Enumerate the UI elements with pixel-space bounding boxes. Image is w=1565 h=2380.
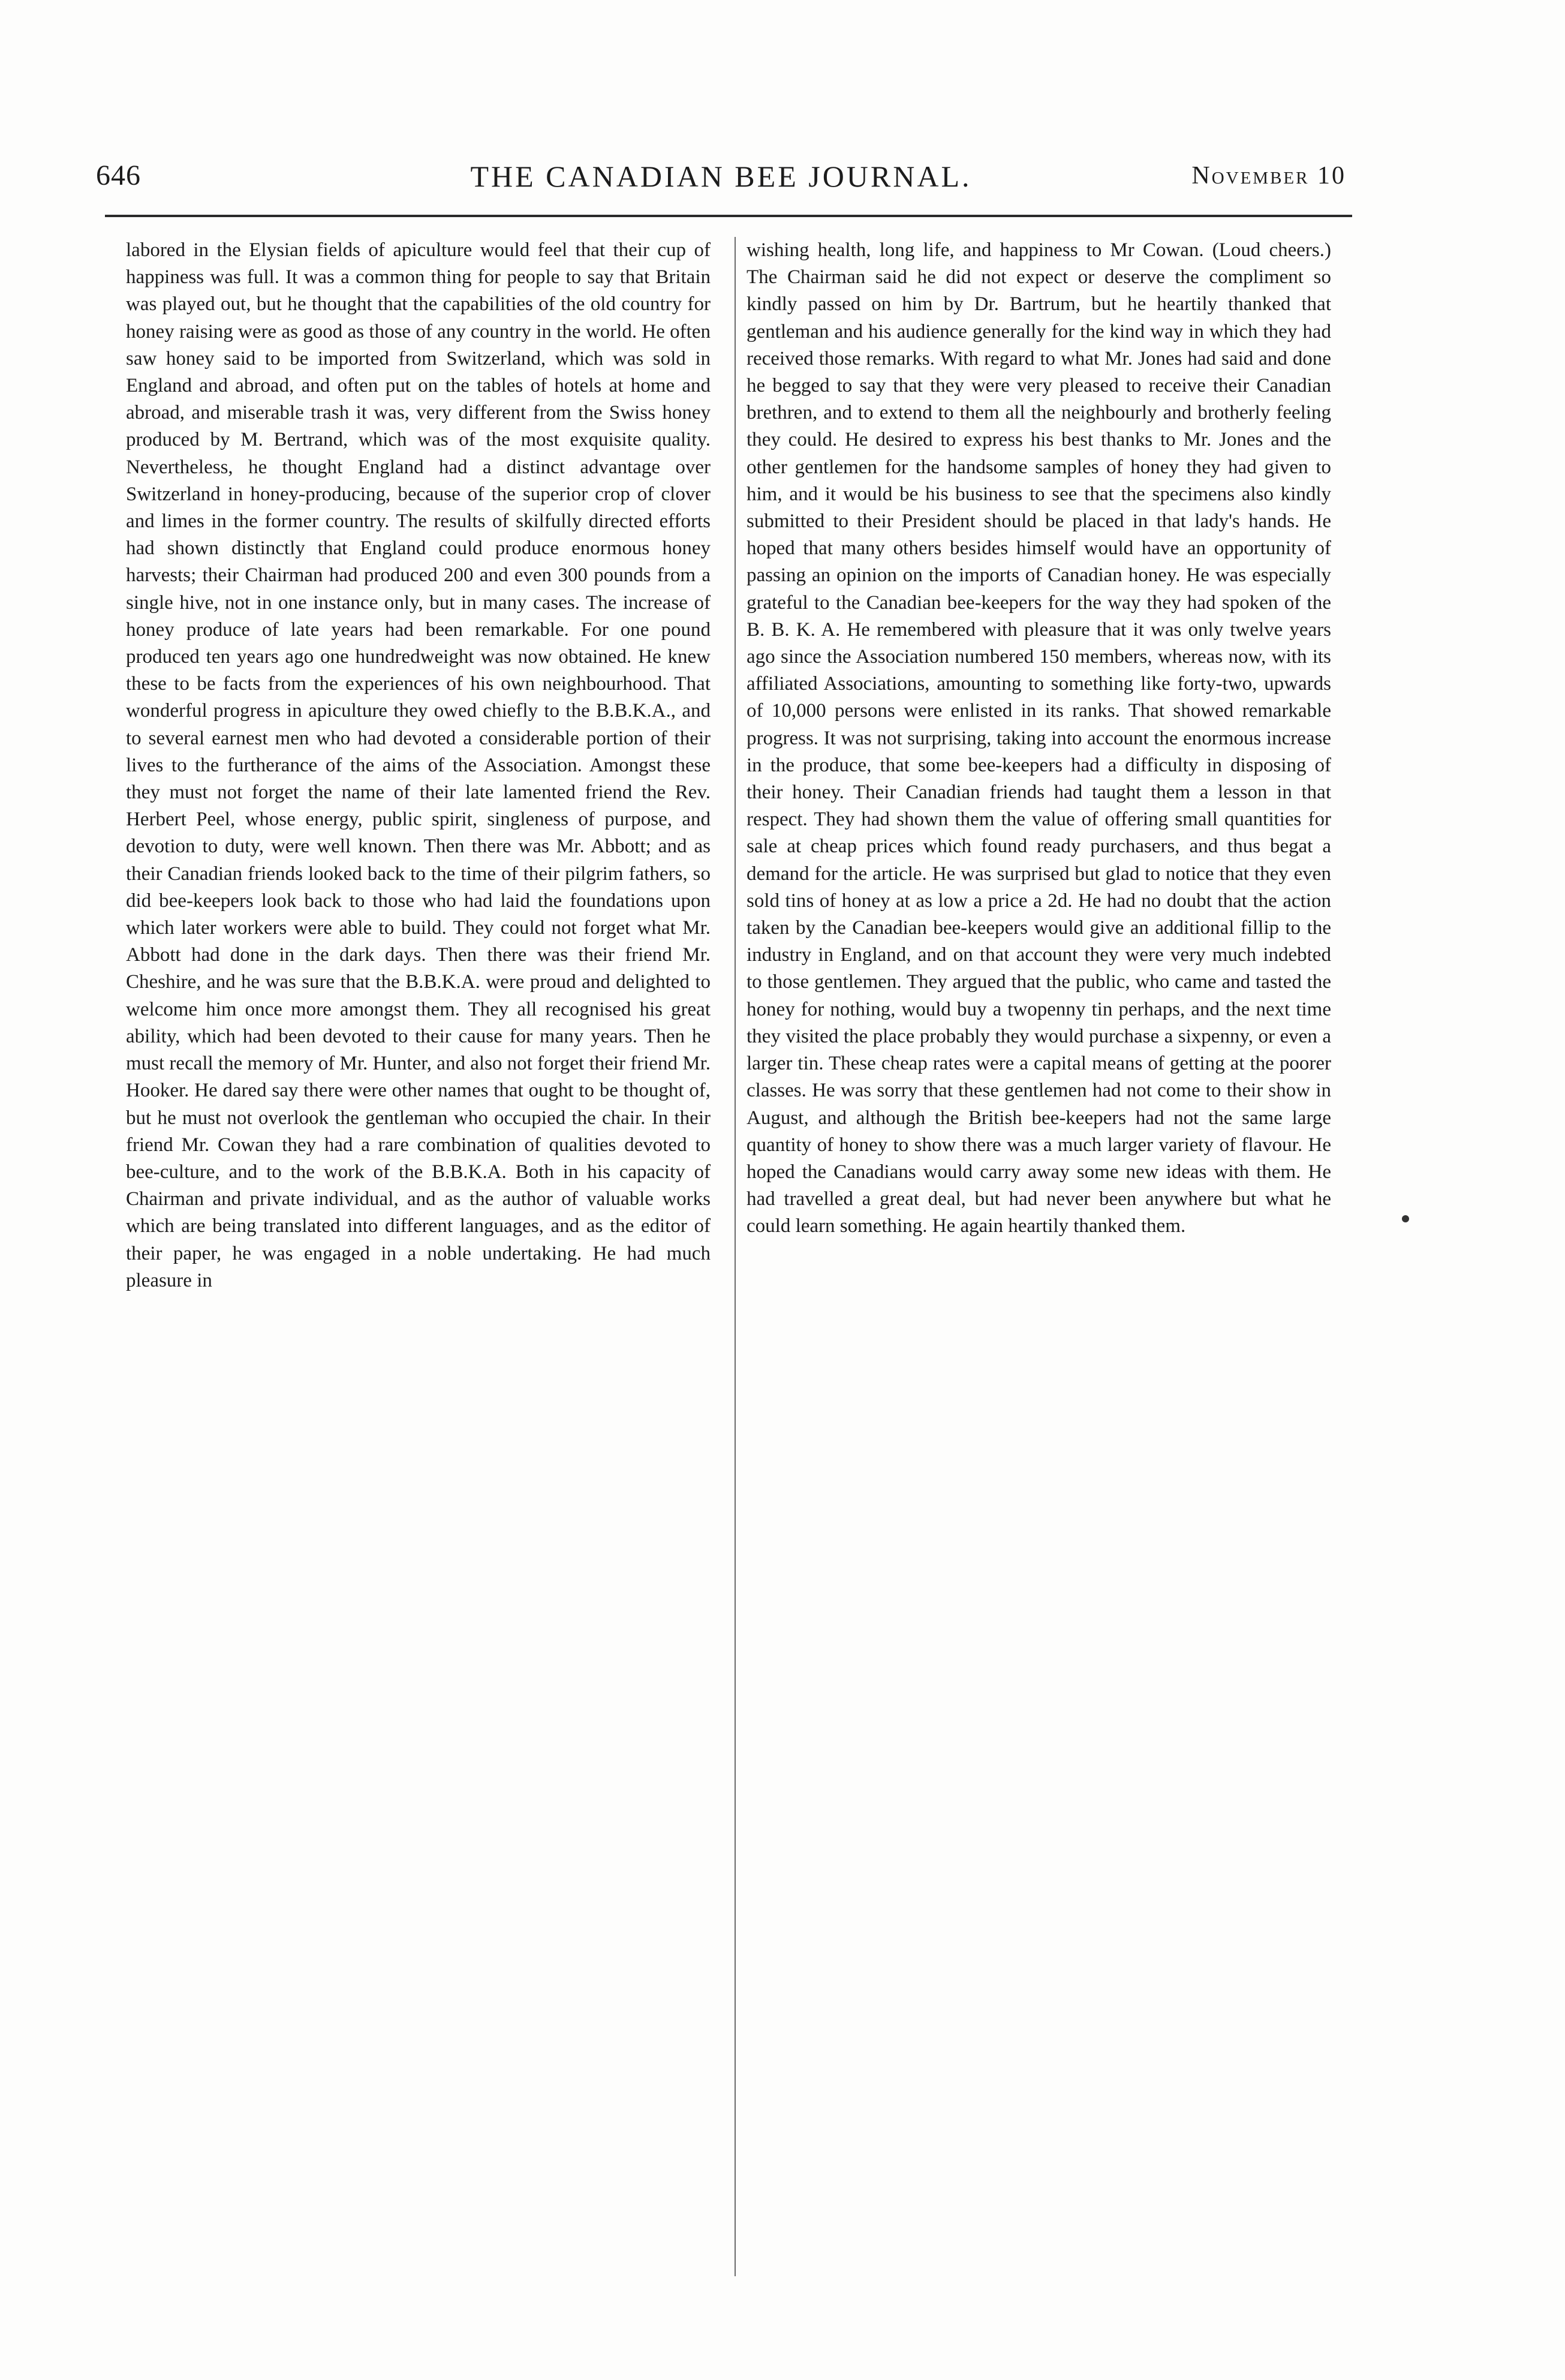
- running-title: THE CANADIAN BEE JOURNAL.: [470, 160, 972, 193]
- right-column: [747, 237, 1331, 1240]
- page-number: 646: [96, 160, 141, 191]
- header-rule: [105, 215, 1352, 217]
- page-header: [96, 159, 1346, 207]
- ink-speck: [1402, 1215, 1409, 1222]
- left-column-text: labored in the Elysian fields of apiculture would feel that their cup of happiness was full. It was a common thing for people to say that Britain was played out, but he thought that the capabilities of the old country for honey raising were as good as those of any country in the world. He often saw honey said to be imported from Switzerland, which was sold in England and abroad, and often put on the tables of hotels at home and abroad, and miserable trash it was, very different from the Swiss honey produced by M. Bertrand, which was of the most exquisite quality. Nevertheless, he thought England had a distinct advantage over Switzerland in honey-producing, because of the superior crop of clover and limes in the former country. The results of skilfully directed efforts had shown distinctly that England could produce enormous honey harvests; their Chairman had produced 200 and even 300 pounds from a single hive, not in one instance only, but in many cases. The increase of honey produce of late years had been remarkable. For one pound produced ten years ago one hundredweight was now obtained. He knew these to be facts from the experiences of his own neighbourhood. That wonderful progress in apiculture they owed chiefly to the B.B.K.A., and to several earnest men who had devoted a considerable portion of their lives to the furtherance of the aims of the Association. Amongst these they must not forget the name of their late lamented friend the Rev. Herbert Peel, whose energy, public spirit, singleness of purpose, and devotion to duty, were well known. Then there was Mr. Abbott; and as their Canadian friends looked back to the time of their pilgrim fathers, so did bee-keepers look back to those who had laid the foundations upon which later workers were able to build. They could not forget what Mr. Abbott had done in the dark days. Then there was their friend Mr. Cheshire, and he was sure that the B.B.K.A. were proud and delighted to welcome him once more amongst them. They all recognised his great ability, which had been devoted to their cause for many years. Then he must recall the memory of Mr. Hunter, and also not forget their friend Mr. Hooker. He dared say there were other names that ought to be thought of, but he must not overlook the gentleman who occupied the chair. In their friend Mr. Cowan they had a rare combination of qualities devoted to bee-culture, and to the work of the B.B.K.A. Both in his capacity of Chairman and private individual, and as the author of valuable works which are being translated into different languages, and as the editor of their paper, he was engaged in a noble undertaking. He had much pleasure in: [126, 239, 711, 1291]
- issue-date: November 10: [1191, 162, 1346, 190]
- right-column-text: wishing health, long life, and happiness to Mr Cowan. (Loud cheers.) The Chairman said he did not expect or deserve the compliment so kindly passed on him by Dr. Bartrum, but he heartily thanked that gentleman and his audience generally for the kind way in which they had received those remarks. With regard to what Mr. Jones had said and done he begged to say that they were very pleased to receive their Canadian brethren, and to extend to them all the neighbourly and brotherly feeling they could. He desired to express his best thanks to Mr. Jones and the other gentlemen for the handsome samples of honey they had given to him, and it would be his business to see that the specimens also kindly submitted to their President should be placed in that lady's hands. He hoped that many others besides himself would have an opportunity of passing an opinion on the imports of Canadian honey. He was especially grateful to the Canadian bee-keepers for the way they had spoken of the B. B. K. A. He remembered with pleasure that it was only twelve years ago since the Association numbered 150 members, whereas now, with its affiliated Associations, amounting to something like forty-two, upwards of 10,000 persons were enlisted in its ranks. That showed remarkable progress. It was not surprising, taking into account the enormous increase in the produce, that some bee-keepers had a difficulty in disposing of their honey. Their Canadian friends had taught them a lesson in that respect. They had shown them the value of offering small quantities for sale at cheap prices which found ready purchasers, and thus begat a demand for the article. He was surprised but glad to notice that they even sold tins of honey at as low a price a 2d. He had no doubt that the action taken by the Canadian bee-keepers would give an additional fillip to the industry in England, and on that account they were very much indebted to those gentlemen. They argued that the public, who came and tasted the honey for nothing, would buy a twopenny tin perhaps, and the next time they visited the place probably they would purchase a sixpenny, or even a larger tin. These cheap rates were a capital means of getting at the poorer classes. He was sorry that these gentlemen had not come to their show in August, and although the British bee-keepers had not the same large quantity of honey to show there was a much larger variety of flavour. He hoped the Canadians would carry away some new ideas with them. He had travelled a great deal, but had never been anywhere but what he could learn something. He again heartily thanked them.: [747, 239, 1331, 1237]
- column-divider: [735, 237, 736, 2276]
- left-column: [126, 237, 711, 1294]
